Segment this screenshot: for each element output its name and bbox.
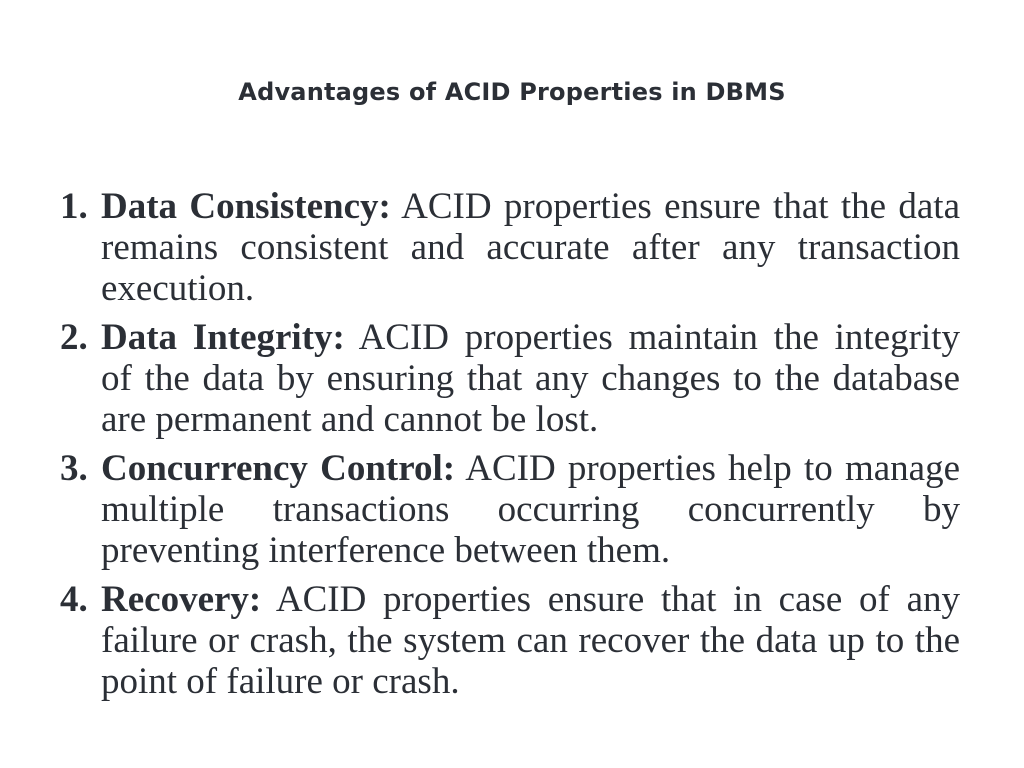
item-text: ACID properties maintain the integrity of the data by ensuring that any changes to the database are permanent and cannot be lost. xyxy=(101,317,960,440)
list-item-data-integrity xyxy=(60,317,960,440)
item-term: Recovery: xyxy=(101,579,262,620)
item-text: ACID properties ensure that the data remains consistent and accurate after any transaction execution. xyxy=(101,186,960,309)
item-number: 2. xyxy=(60,317,88,358)
item-term: Data Integrity: xyxy=(101,317,345,358)
list-item-data-consistency xyxy=(60,186,960,309)
item-text: ACID properties ensure that in case of any failure or crash, the system can recover the data up to the point of failure or crash. xyxy=(101,579,960,702)
item-term: Data Consistency: xyxy=(101,186,391,227)
item-term: Concurrency Control: xyxy=(101,448,456,489)
item-number: 3. xyxy=(60,448,88,489)
item-text: ACID properties help to manage multiple transactions occurring concurrently by preventing interference between them. xyxy=(101,448,960,571)
item-number: 4. xyxy=(60,579,88,620)
list-item-concurrency-control xyxy=(60,448,960,571)
list-item-recovery xyxy=(60,579,960,702)
advantages-list xyxy=(60,186,960,710)
item-number: 1. xyxy=(60,186,88,227)
slide-title: Advantages of ACID Properties in DBMS xyxy=(238,78,786,106)
